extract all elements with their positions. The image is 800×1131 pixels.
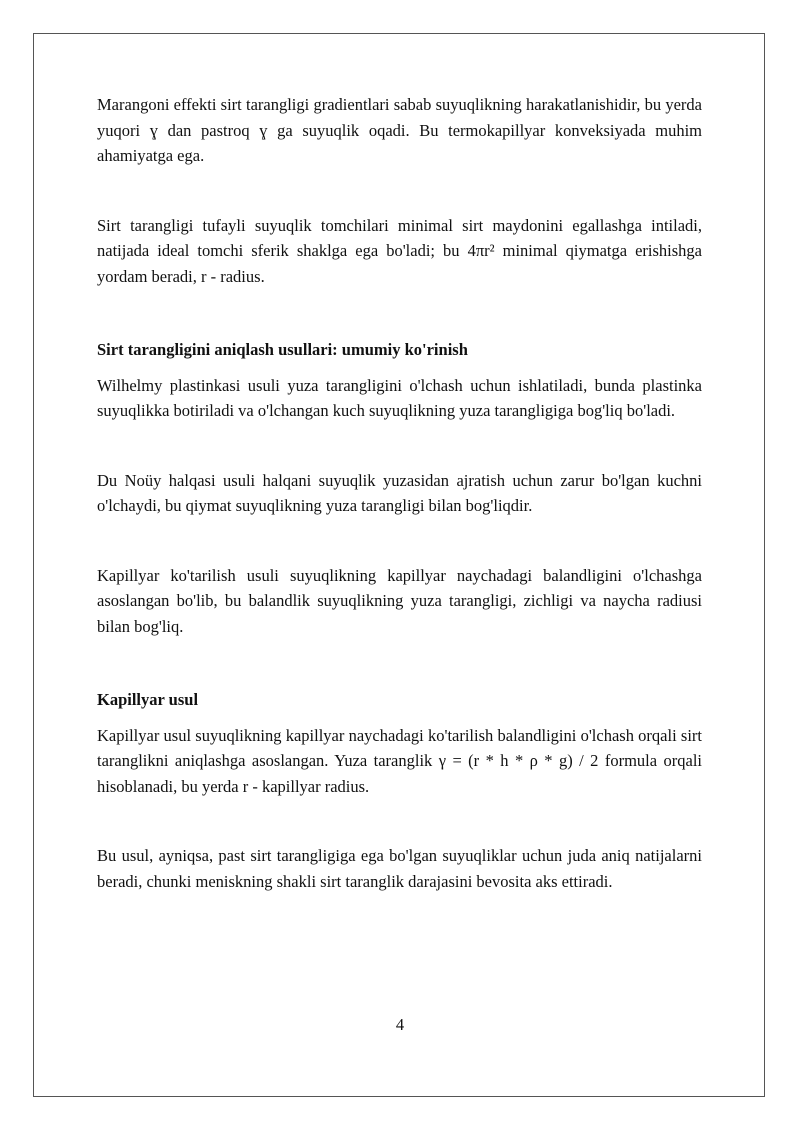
paragraph-method-accuracy: Bu usul, ayniqsa, past sirt tarangligiga ega bo'lgan suyuqliklar uchun juda aniq natijalarni beradi, chunki meniskning shakli sirt taranglik darajasini bevosita aks ettiradi. xyxy=(97,846,702,891)
page-number: 4 xyxy=(395,1015,405,1034)
paragraph-marangoni: Marangoni effekti sirt tarangligi gradientlari sabab suyuqlikning harakatlanishidir, bu yerda yuqori ɣ dan pastroq ɣ ga suyuqlik oqadi. Bu termokapillyar konveksiyada muhim ahamiyatga ega. xyxy=(97,95,702,165)
paragraph-droplet-shape: Sirt tarangligi tufayli suyuqlik tomchilari minimal sirt maydonini egallashga intiladi, natijada ideal tomchi sferik shaklga ega bo'ladi; bu 4πr² minimal qiymatga erishishga yordam beradi, r - radius. xyxy=(97,215,702,286)
paragraph-wilhelmy: Wilhelmy plastinkasi usuli yuza tarangligini o'lchash uchun ishlatiladi, bunda plastinka suyuqlikka botiriladi va o'lchangan kuch suyuqlikning yuza tarangligiga bog'liq bo'ladi. xyxy=(97,375,702,420)
section-heading-capillary: Kapillyar usul xyxy=(97,690,199,709)
page-content xyxy=(97,92,702,894)
section-heading-methods: Sirt tarangligini aniqlash usullari: umumiy ko'rinish xyxy=(97,340,468,359)
paragraph-capillary-rise: Kapillyar ko'tarilish usuli suyuqlikning kapillyar naychadagi balandligini o'lchashga asoslangan bo'lib, bu balandlik suyuqlikning yuza tarangligi, zichligi va naycha radiusi bilan bog'liq. xyxy=(97,565,702,636)
paragraph-du-nouy: Du Noüy halqasi usuli halqani suyuqlik yuzasidan ajratish uchun zarur bo'lgan kuchni o'lchaydi, bu qiymat suyuqlikning yuza tarangligi bilan bog'liqdir. xyxy=(97,470,702,515)
paragraph-capillary-method: Kapillyar usul suyuqlikning kapillyar naychadagi ko'tarilish balandligini o'lchash orqali sirt taranglikni aniqlashga asoslangan. Yuza taranglik γ = (r * h * ρ * g) / 2 formula orqali hisoblanadi, bu yerda r - kapillyar radius. xyxy=(97,725,702,796)
